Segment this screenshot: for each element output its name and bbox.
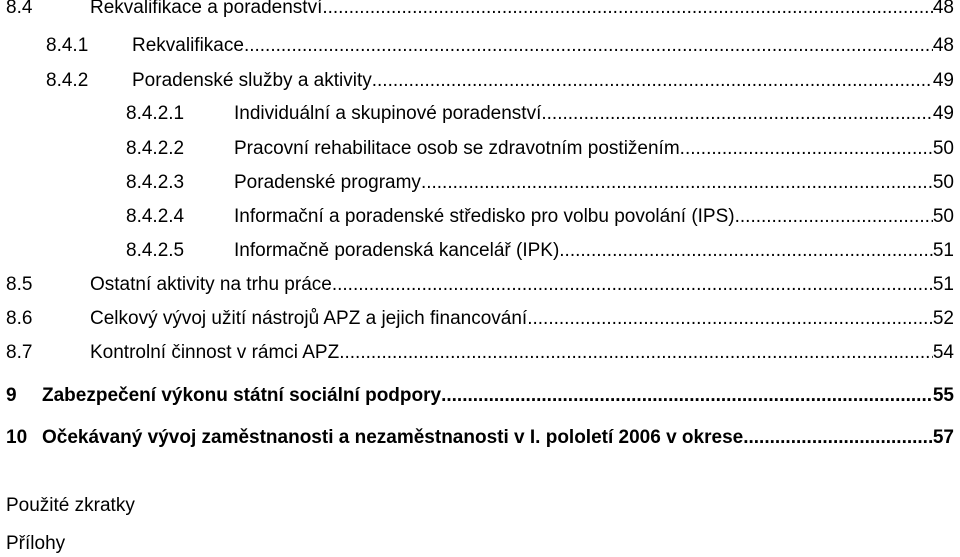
toc-number: 8.5: [6, 274, 33, 295]
toc-number: 8.7: [6, 342, 33, 363]
toc-leader: [743, 425, 933, 451]
toc-number: 8.4.1: [46, 35, 89, 56]
toc-entry-9[interactable]: [6, 383, 954, 409]
toc-entry-8-6[interactable]: [6, 306, 954, 332]
toc-leader: [244, 33, 933, 59]
toc-page: 54: [932, 342, 954, 363]
toc-leader: [332, 272, 933, 298]
toc-leader: [680, 136, 933, 162]
toc-leader: [441, 383, 933, 409]
toc-entry-8-4-2-2[interactable]: [126, 136, 954, 162]
toc-entry-8-4-2-1[interactable]: [126, 101, 954, 127]
toc-title: Poradenské programy: [234, 172, 421, 193]
toc-page: 50: [932, 206, 954, 227]
toc-leader: [527, 306, 933, 332]
toc-title: Očekávaný vývoj zaměstnanosti a nezaměstnanosti v I. pololetí 2006 v okrese: [42, 427, 744, 448]
appendices-link[interactable]: Přílohy: [6, 533, 66, 554]
toc-page: 49: [932, 103, 954, 124]
toc-entry-8-7[interactable]: [6, 340, 954, 366]
toc-title: Kontrolní činnost v rámci APZ: [90, 342, 340, 363]
toc-number: 8.4.2.5: [126, 240, 185, 261]
toc-page: 48: [932, 0, 954, 18]
toc-page: 51: [932, 240, 954, 261]
toc-number: 10: [6, 427, 28, 448]
toc-number: 8.4.2.4: [126, 206, 185, 227]
toc-number: 8.4.2: [46, 70, 89, 91]
toc-page: 52: [932, 308, 954, 329]
toc-leader: [541, 101, 932, 127]
toc-title: Informační a poradenské středisko pro volbu povolání (IPS): [234, 206, 735, 227]
toc-entry-8-4-2[interactable]: [46, 68, 954, 94]
toc-entry-8-5[interactable]: [6, 272, 954, 298]
toc-page: 57: [932, 427, 954, 448]
toc-title: Individuální a skupinové poradenství: [234, 103, 542, 124]
toc-entry-10[interactable]: [6, 425, 954, 451]
toc-title: Informačně poradenská kancelář (IPK): [234, 240, 560, 261]
toc-number: 8.6: [6, 308, 33, 329]
toc-number: 8.4: [6, 0, 33, 18]
toc-entry-8-4-1[interactable]: [46, 33, 954, 59]
toc-number: 8.4.2.3: [126, 172, 185, 193]
toc-entry-8-4-2-5[interactable]: [126, 238, 954, 264]
toc-page: 51: [932, 274, 954, 295]
toc-number: 9: [6, 385, 17, 406]
toc-number: 8.4.2.2: [126, 138, 185, 159]
abbreviations-link[interactable]: Použité zkratky: [6, 495, 135, 516]
toc-title: Ostatní aktivity na trhu práce: [90, 274, 332, 295]
toc-entry-8-4-2-3[interactable]: [126, 170, 954, 196]
toc-leader: [421, 170, 933, 196]
toc-leader: [372, 68, 933, 94]
toc-page: 55: [932, 385, 954, 406]
toc-entry-8-4[interactable]: [6, 0, 954, 21]
toc-leader: [322, 0, 933, 21]
toc-page: 48: [932, 35, 954, 56]
toc-title: Zabezpečení výkonu státní sociální podpory: [42, 385, 442, 406]
toc-entry-8-4-2-4[interactable]: [126, 204, 954, 230]
toc-page: 50: [932, 172, 954, 193]
toc-number: 8.4.2.1: [126, 103, 185, 124]
toc-leader: [559, 238, 933, 264]
toc-page: 50: [932, 138, 954, 159]
toc-title: Rekvalifikace a poradenství: [90, 0, 323, 18]
toc-leader: [735, 204, 933, 230]
toc-leader: [339, 340, 933, 366]
toc-title: Rekvalifikace: [132, 35, 244, 56]
toc-title: Poradenské služby a aktivity: [132, 70, 372, 91]
toc-title: Pracovní rehabilitace osob se zdravotním postižením: [234, 138, 680, 159]
toc-title: Celkový vývoj užití nástrojů APZ a jejich financování: [90, 308, 528, 329]
toc-page: 49: [932, 70, 954, 91]
